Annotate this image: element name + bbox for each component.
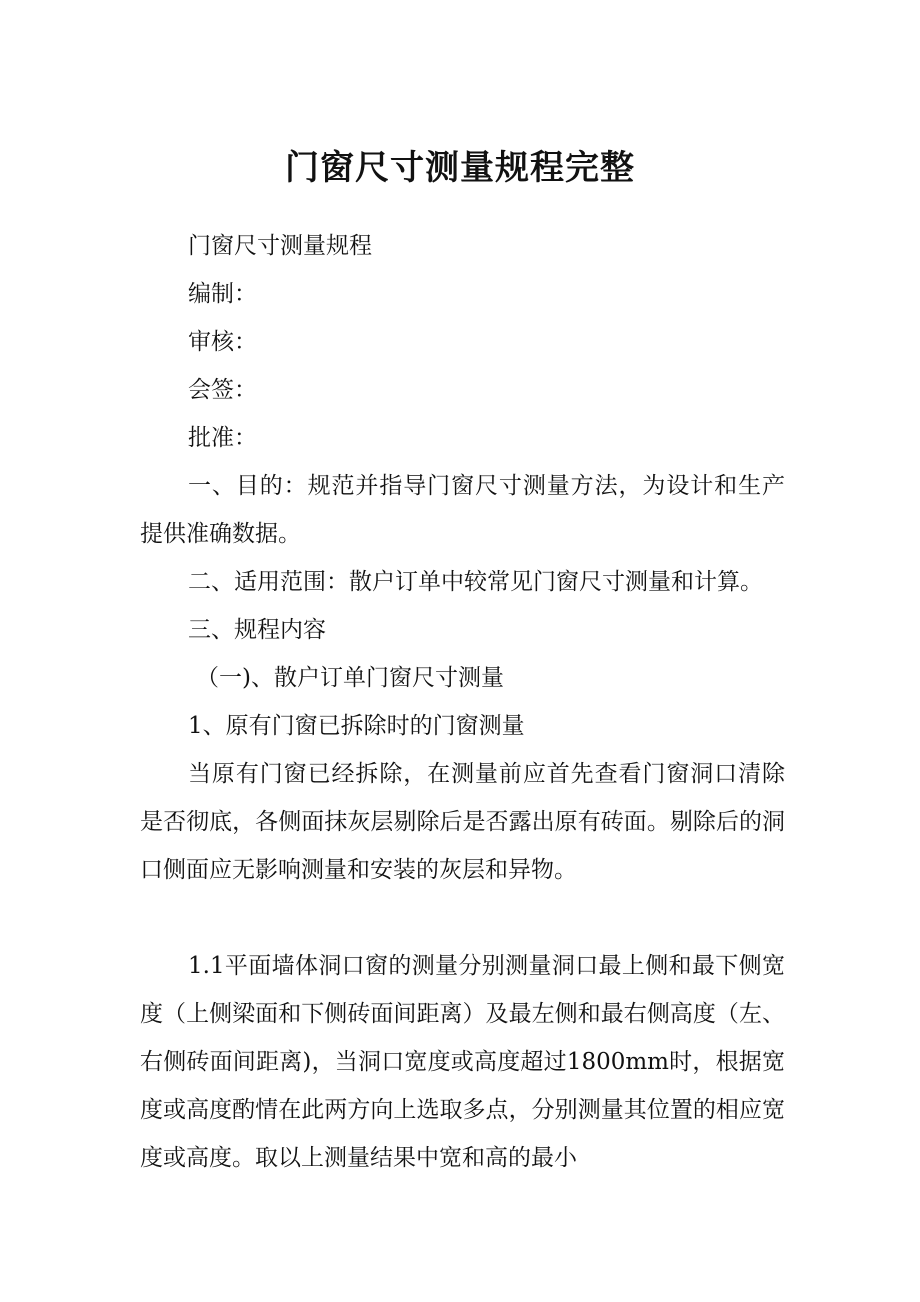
paragraph-compiled-by: 编制：	[188, 281, 257, 307]
paragraph-subsection-heading: （一)、散户订单门窗尺寸测量	[196, 665, 504, 691]
paragraph-countersigned-by: 会签：	[188, 377, 257, 403]
paragraph-reviewed-by: 审核：	[188, 329, 257, 355]
paragraph-removed-window-text: 当原有门窗已经拆除，在测量前应首先查看门窗洞口清除是否彻底，各侧面抹灰层剔除后是否露出原有砖面。剔除后的洞口侧面应无影响测量和安装的灰层和异物。	[140, 761, 785, 883]
paragraph-spacer	[140, 894, 785, 942]
paragraph-doc-name: 门窗尺寸测量规程	[188, 233, 372, 259]
document-body	[140, 222, 785, 1182]
document-title: 门窗尺寸测量规程完整	[285, 148, 635, 188]
paragraph-scope: 二、适用范围：散户订单中较常见门窗尺寸测量和计算。	[188, 569, 763, 595]
paragraph-approved-by: 批准：	[188, 425, 257, 451]
paragraph-measurement-text: 1.1平面墙体洞口窗的测量分别测量洞口最上侧和最下侧宽度（上侧梁面和下侧砖面间距离）及最左侧和最右侧高度（左、右侧砖面间距离)，当洞口宽度或高度超过1800mm时，根据宽度或高度酌情在此两方向上选取多点，分别测量其位置的相应宽度或高度。取以上测量结果中宽和高的最小	[140, 953, 785, 1171]
paragraph-section-heading: 三、规程内容	[188, 617, 326, 643]
paragraph-purpose: 一、目的：规范并指导门窗尺寸测量方法，为设计和生产提供准确数据。	[140, 473, 785, 547]
paragraph-item-heading: 1、原有门窗已拆除时的门窗测量	[188, 713, 525, 739]
